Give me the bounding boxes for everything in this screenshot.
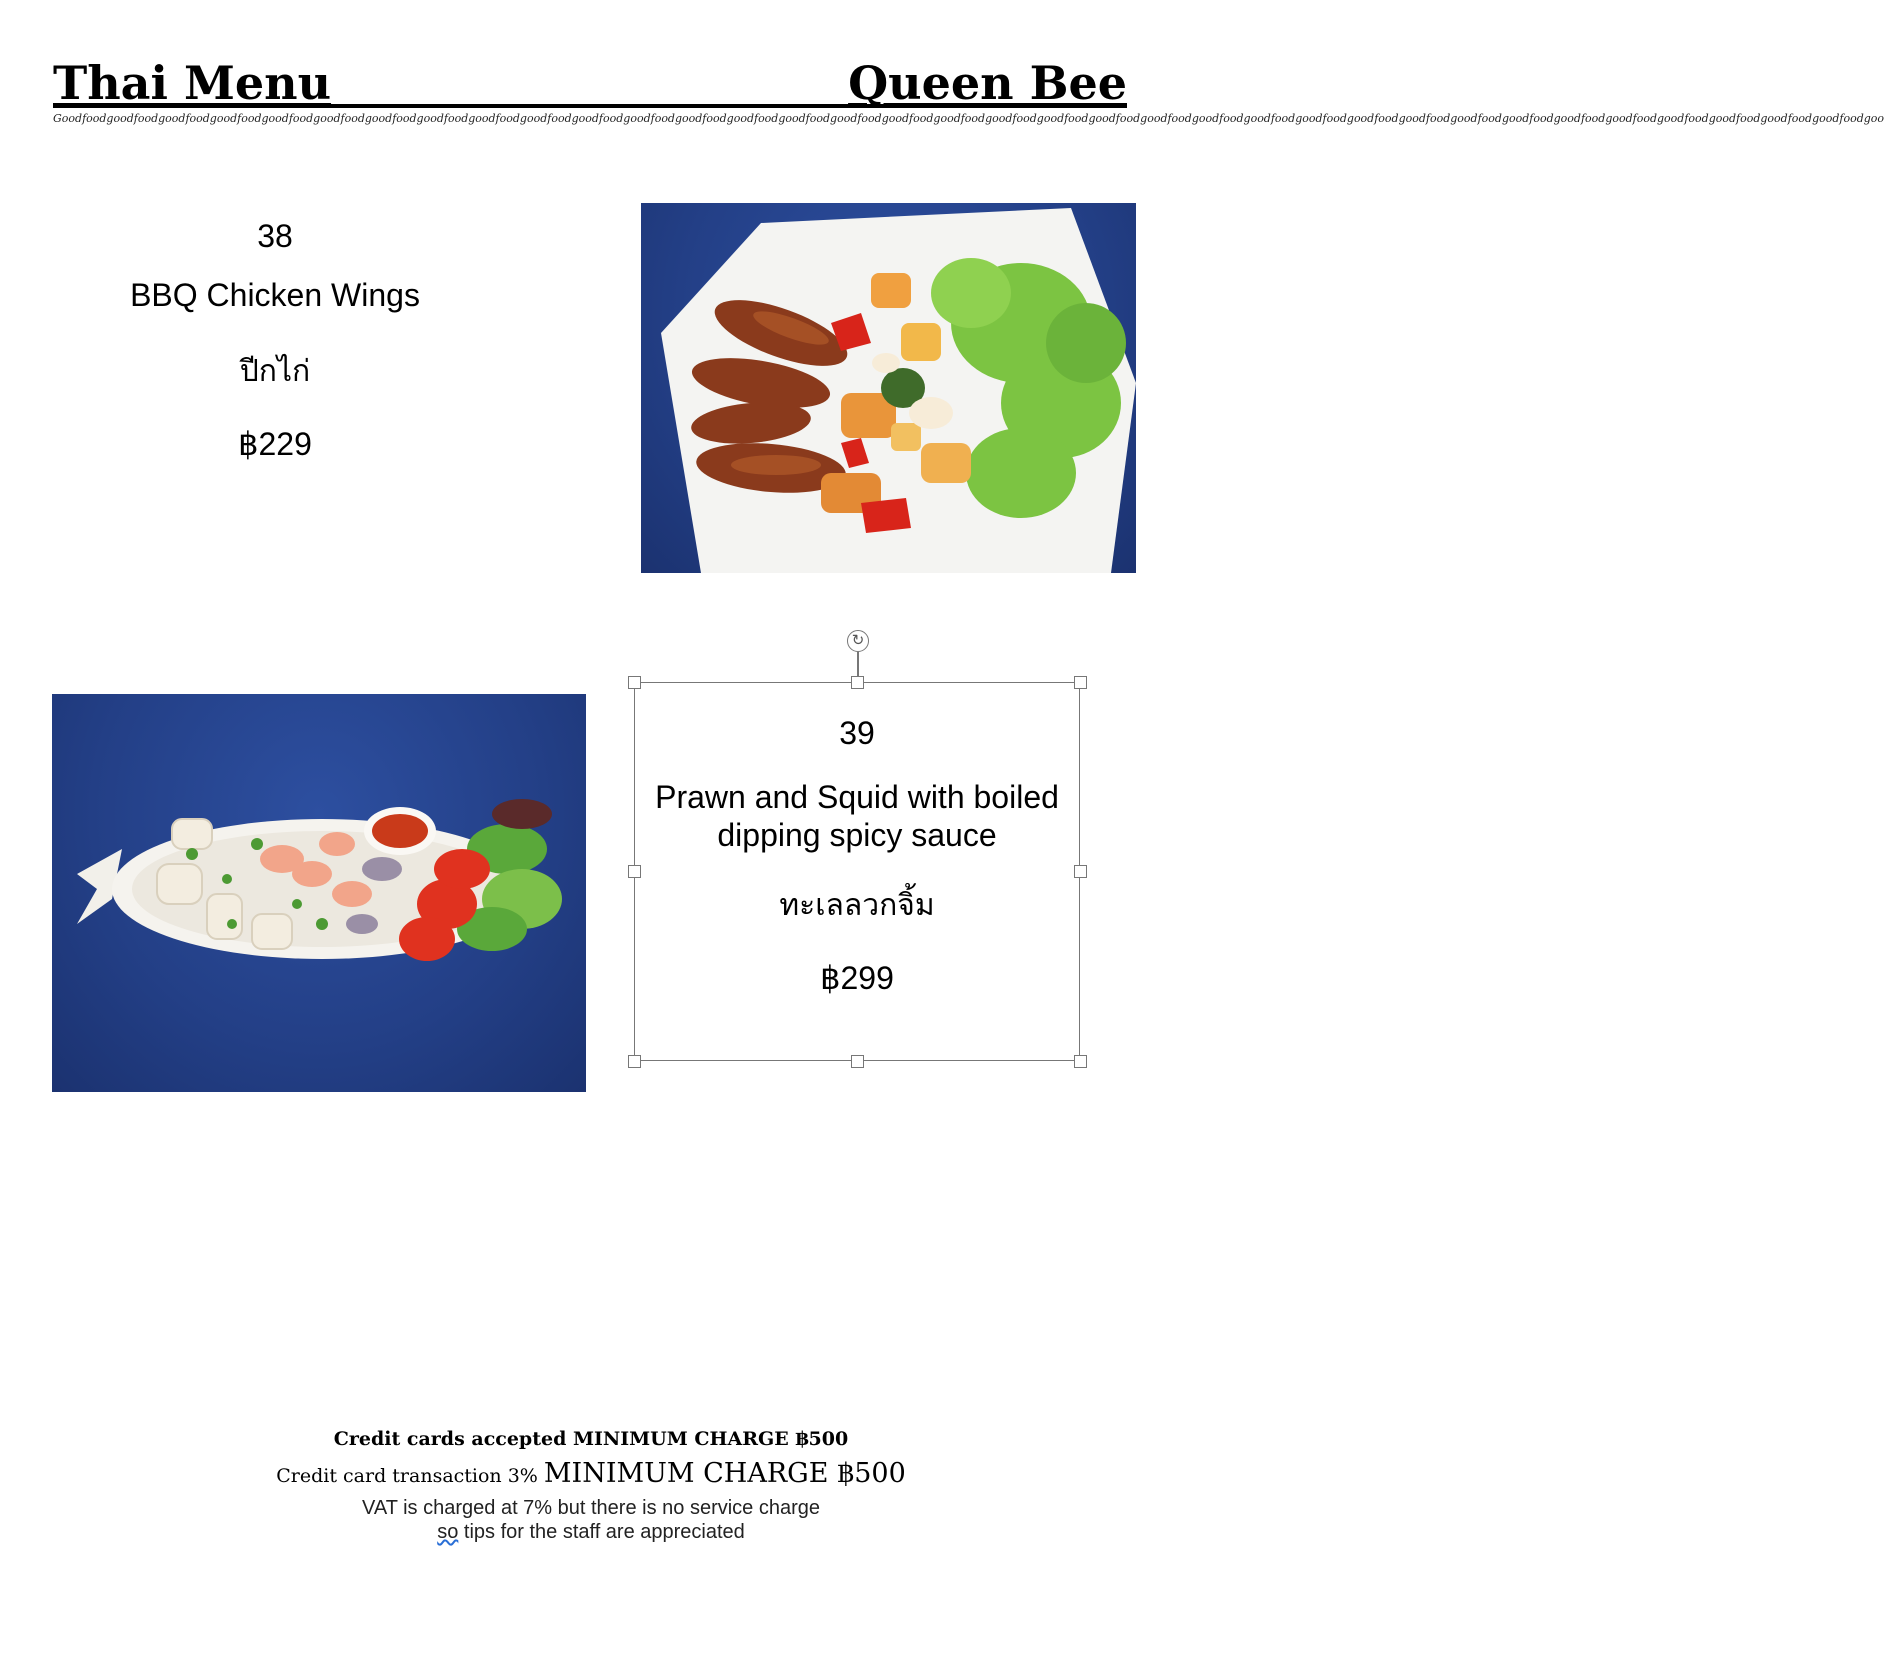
vat-notice	[0, 1496, 1182, 1544]
transaction-fee-notice	[0, 1458, 1182, 1489]
tips-line	[0, 1520, 1182, 1544]
credit-card-notice: Credit cards accepted MINIMUM CHARGE ฿500	[333, 1428, 849, 1450]
seafood-platter-photo[interactable]	[52, 694, 586, 1092]
item-thai-name: ทะเลลวกจิ้ม	[779, 888, 935, 923]
resize-handle-right[interactable]	[1074, 865, 1087, 878]
item-name: Prawn and Squid with boiled dipping spicy sauce	[655, 779, 1059, 853]
chicken-wings-illustration	[641, 203, 1136, 573]
item-thai-name: ปีกไก่	[239, 354, 311, 389]
menu-title: Thai Menu	[53, 56, 332, 110]
transaction-fee-text: Credit card transaction 3%	[276, 1465, 538, 1487]
resize-handle-bottom-left[interactable]	[628, 1055, 641, 1068]
item-number: 38	[257, 218, 293, 254]
menu-header	[53, 52, 1127, 108]
minimum-charge-text: MINIMUM CHARGE ฿500	[543, 1458, 906, 1489]
resize-handle-bottom-right[interactable]	[1074, 1055, 1087, 1068]
rotate-handle-icon[interactable]: ↻	[847, 630, 869, 652]
chicken-wings-photo[interactable]	[641, 203, 1136, 573]
vat-line: VAT is charged at 7% but there is no service charge	[361, 1497, 821, 1519]
menu-item-39[interactable]	[640, 715, 1074, 997]
item-price: ฿299	[820, 960, 894, 996]
seafood-platter-illustration	[52, 694, 586, 1092]
tagline: Goodfoodgoodfoodgoodfoodgoodfoodgoodfoodgoodfoodgoodfoodgoodfoodgoodfoodgoodfoodgoodfoodgoodfoodgoodfoodgoodfoodgoodfoodgoodfoodgoodfoodgoodfoodgoodfoodgoodfoodgoodfoodgoodfoodgoodfoodgoodfoodgoodfoodgoodfoodgoodfoodgoodfoodgoodfoodgoodfoodgoodfoodgoodfoodgoodfoodgoodfoodgoodfoodgoo	[53, 112, 1884, 125]
tips-text: tips for the staff are appreciated	[458, 1521, 745, 1543]
restaurant-name: Queen Bee	[848, 56, 1127, 110]
menu-item-38	[110, 218, 440, 463]
resize-handle-top-right[interactable]	[1074, 676, 1087, 689]
item-number: 39	[839, 715, 875, 751]
item-price: ฿229	[238, 426, 312, 462]
resize-handle-top-left[interactable]	[628, 676, 641, 689]
resize-handle-top[interactable]	[851, 676, 864, 689]
item-name: BBQ Chicken Wings	[130, 277, 420, 313]
spellcheck-word[interactable]: so	[437, 1521, 459, 1543]
resize-handle-bottom[interactable]	[851, 1055, 864, 1068]
